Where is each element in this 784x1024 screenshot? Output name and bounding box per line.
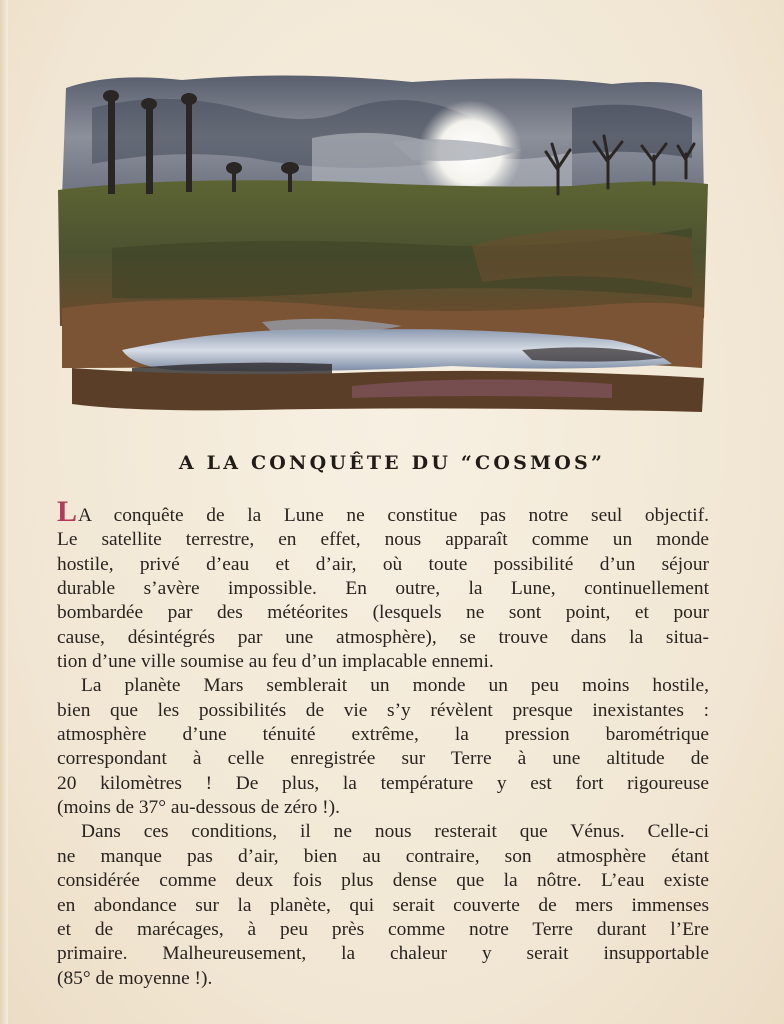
text-line: primaire. Malheureusement, la chaleur y serait insupportable bbox=[57, 943, 709, 965]
text-line: (85° de moyenne !). bbox=[57, 967, 213, 989]
landscape-illustration bbox=[52, 68, 708, 414]
text-line: hostile, privé d’eau et d’air, où toute possibilité d’un séjour bbox=[57, 553, 709, 575]
text-line: Dans ces conditions, il ne nous resterait que Vénus. Celle-ci bbox=[81, 821, 709, 843]
text-line: durable s’avère impossible. En outre, la Lune, continuellement bbox=[57, 578, 709, 600]
drop-cap-letter: L bbox=[57, 495, 78, 528]
text-line: tion d’une ville soumise au feu d’un implacable ennemi. bbox=[57, 651, 494, 673]
text-line: 20 kilomètres ! De plus, la température y est fort rigoureuse bbox=[57, 772, 709, 794]
page-edge-shadow bbox=[0, 0, 8, 1024]
paragraph-2 bbox=[57, 674, 709, 820]
text-line: correspondant à celle enregistrée sur Terre à une altitude de bbox=[57, 748, 709, 770]
text-line: A conquête de la Lune ne constitue pas notre seul objectif. bbox=[78, 505, 709, 526]
text-line: atmosphère d’une ténuité extrême, la pression barométrique bbox=[57, 724, 709, 746]
text-line: Le satellite terrestre, en effet, nous apparaît comme un monde bbox=[57, 529, 709, 551]
text-line: cause, désintégrés par une atmosphère), se trouve dans la situa- bbox=[57, 626, 709, 648]
text-line: La planète Mars semblerait un monde un peu moins hostile, bbox=[81, 675, 709, 697]
text-line: bombardée par des météorites (lesquels ne sont point, et pour bbox=[57, 602, 709, 624]
chapter-title: A LA CONQUÊTE DU “COSMOS” bbox=[178, 452, 606, 474]
text-line: ne manque pas d’air, bien au contraire, son atmosphère étant bbox=[57, 845, 709, 867]
text-line: bien que les possibilités de vie s’y révèlent presque inexistantes : bbox=[57, 699, 709, 721]
text-line: considérée comme deux fois plus dense que la nôtre. L’eau existe bbox=[57, 870, 709, 892]
paragraph-1 bbox=[57, 495, 709, 674]
text-line: (moins de 37° au-dessous de zéro !). bbox=[57, 797, 340, 819]
moonlit-marsh-painting bbox=[52, 68, 708, 414]
text-line: en abondance sur la planète, qui serait couverte de mers immenses bbox=[57, 894, 709, 916]
paragraph-3 bbox=[57, 820, 709, 990]
text-line: et de marécages, à peu près comme notre Terre durant l’Ere bbox=[57, 918, 709, 940]
body-text bbox=[57, 495, 709, 991]
